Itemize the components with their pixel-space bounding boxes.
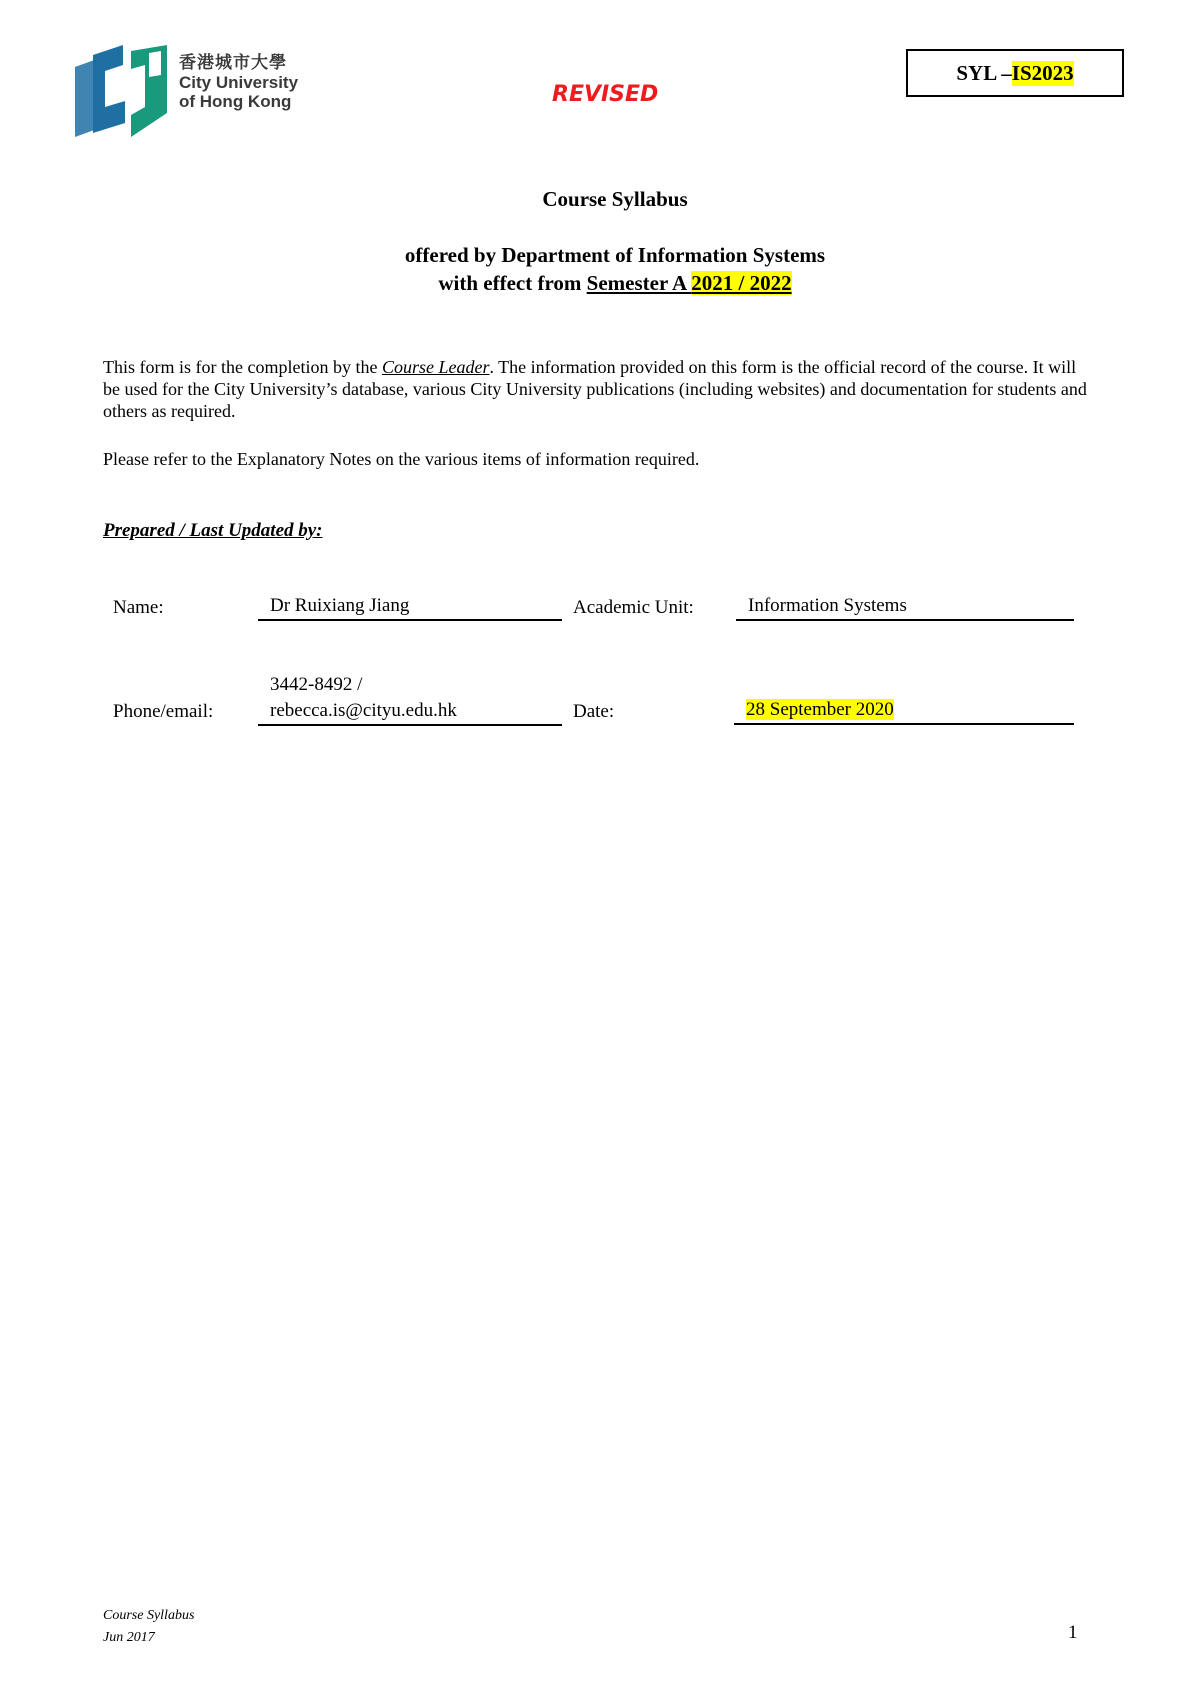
intro-text-part2: . The information provided on this form is the official record of the course. It will be used for the City University’s database, various City University publications (including websites) and documentation for students and others as required.	[103, 357, 1087, 421]
syllabus-code-value: IS2023	[1011, 60, 1074, 85]
footer-course-syllabus: Course Syllabus	[103, 1608, 195, 1623]
effect-line	[0, 271, 1200, 296]
phone-email-field	[258, 672, 562, 726]
syllabus-code-box	[906, 49, 1124, 97]
academic-unit-field: Information Systems	[736, 593, 1074, 621]
intro-text-part1: This form is for the completion by the	[103, 357, 382, 377]
semester-label: Semester A	[586, 271, 692, 295]
name-label: Name:	[113, 597, 164, 618]
prepared-by-heading: Prepared / Last Updated by:	[103, 520, 323, 541]
academic-unit-label: Academic Unit:	[573, 597, 694, 618]
page-title: Course Syllabus	[542, 187, 688, 211]
logo-wordmark	[179, 53, 298, 112]
syllabus-code-prefix: SYL –	[956, 60, 1012, 85]
footer-info	[103, 1605, 194, 1649]
phone-email-label: Phone/email:	[113, 701, 214, 722]
logo-chinese-name: 香港城市大學	[179, 53, 287, 72]
name-field: Dr Ruixiang Jiang	[258, 593, 562, 621]
revised-stamp: REVISED	[552, 82, 659, 107]
effect-prefix: with effect from	[438, 271, 587, 295]
footer-date: Jun 2017	[103, 1630, 155, 1645]
page-number: 1	[1068, 1622, 1078, 1643]
university-logo	[75, 45, 305, 139]
date-value: 28 September 2020	[746, 699, 894, 720]
logo-english-line1: City University	[179, 72, 299, 92]
offered-by-line: offered by Department of Information Systems	[404, 243, 826, 267]
effective-semester	[587, 271, 792, 295]
phone-value: 3442-8492 /	[270, 674, 363, 695]
course-leader-term: Course Leader	[381, 357, 490, 377]
logo-english-line2: of Hong Kong	[179, 92, 292, 112]
explanatory-notes-text: Please refer to the Explanatory Notes on the various items of information required.	[103, 449, 700, 469]
email-value: rebecca.is@cityu.edu.hk	[270, 700, 457, 721]
cityu-logo-icon	[75, 45, 175, 139]
date-label: Date:	[573, 701, 615, 722]
intro-paragraph	[103, 356, 1093, 422]
academic-year: 2021 / 2022	[691, 271, 792, 295]
date-field	[734, 697, 1074, 725]
